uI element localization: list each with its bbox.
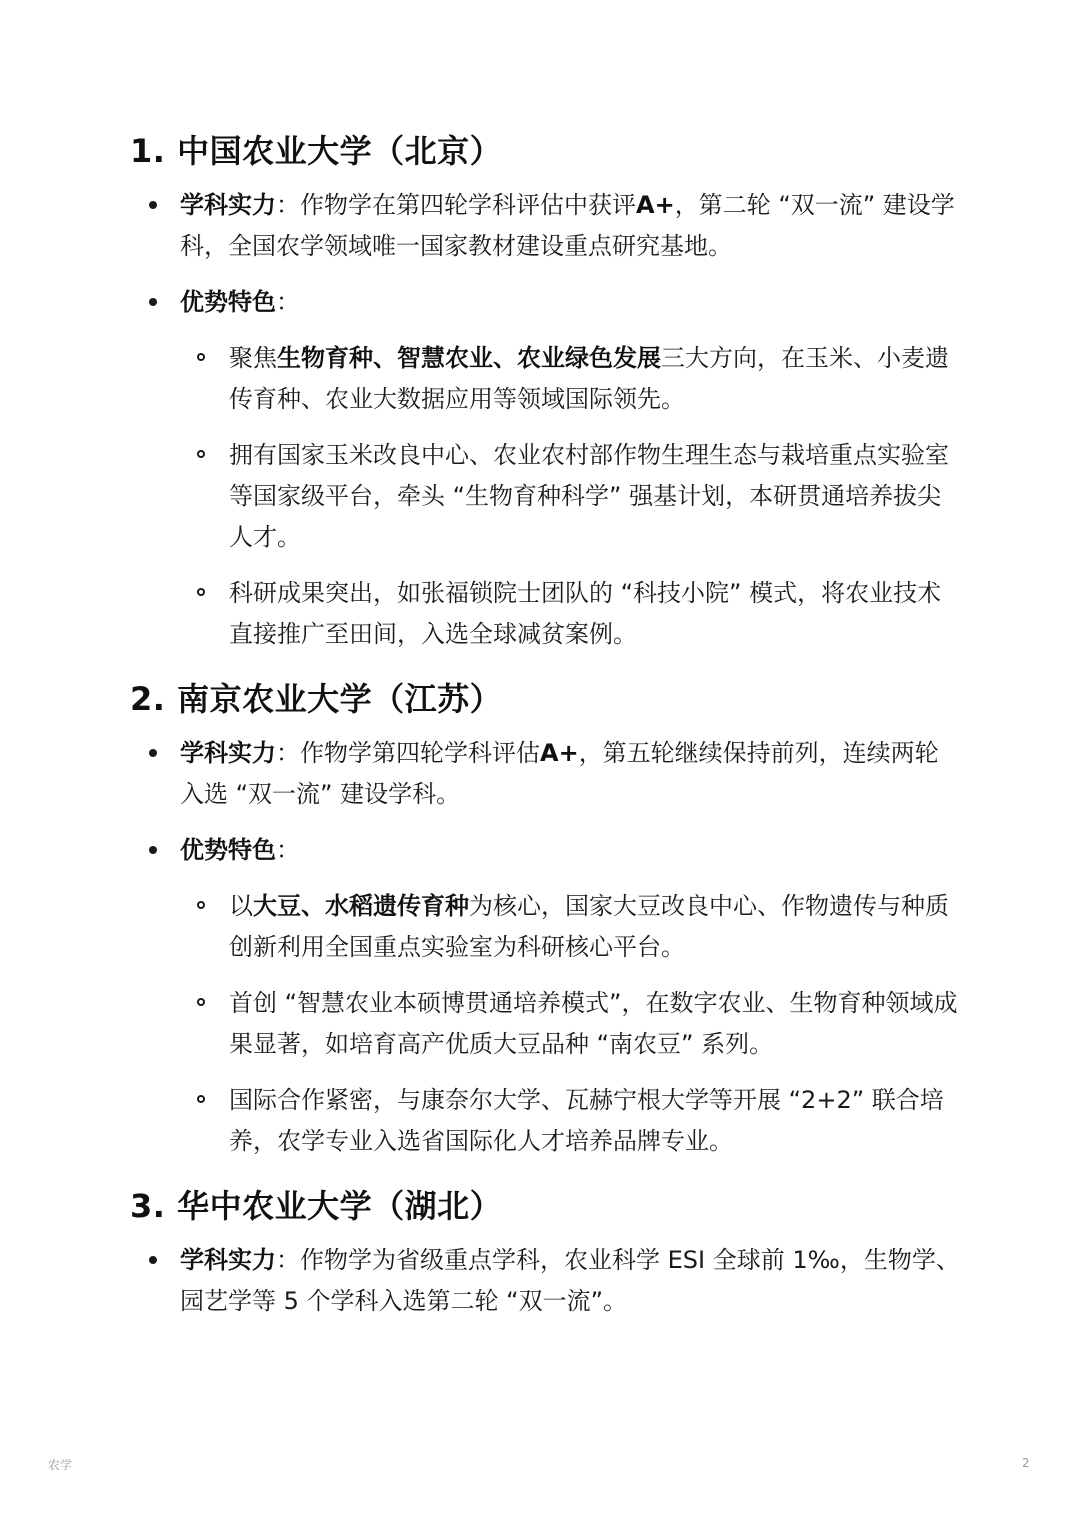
- feature-text-bold: 生物育种、智慧农业、农业绿色发展: [277, 344, 661, 372]
- feature-item: 科研成果突出，如张福锁院士团队的 “科技小院” 模式，将农业技术直接推广至田间，入选全球减贫案例。: [180, 573, 960, 655]
- strength-text-2: ，第二轮 “双一流” 建设学科，全国农学领域唯一国家教材建设重点研究基地。: [180, 191, 955, 260]
- section-1-list: [130, 185, 960, 655]
- feature-text-post: 三大方向，在玉米、小麦遗传育种、农业大数据应用等领域国际领先。: [229, 344, 949, 413]
- section-heading-1: 1. 中国农业大学（北京）: [130, 132, 503, 170]
- strength-item: [130, 185, 960, 267]
- features-colon: ：: [276, 836, 300, 864]
- strength-text-1: 作物学在第四轮学科评估中获评: [300, 191, 636, 219]
- strength-grade: A+: [540, 739, 579, 767]
- strength-item: [130, 733, 960, 815]
- section-2-list: [130, 733, 960, 1162]
- strength-text-2: ，第五轮继续保持前列，连续两轮入选 “双一流” 建设学科。: [180, 739, 939, 808]
- strength-label: 学科实力: [180, 191, 276, 219]
- strength-colon: ：: [276, 191, 300, 219]
- strength-colon: ：: [276, 739, 300, 767]
- features-item: [130, 282, 960, 655]
- strength-colon: ：: [276, 1246, 300, 1274]
- page-number: 2: [1022, 1456, 1030, 1470]
- features-label: 优势特色: [180, 288, 276, 316]
- footer-label: 农学: [48, 1458, 73, 1472]
- feature-item: [180, 338, 960, 420]
- features-item: [130, 830, 960, 1162]
- feature-item: [180, 886, 960, 968]
- strength-item: [130, 1240, 960, 1322]
- feature-text-pre: 以: [229, 892, 253, 920]
- document-content: [130, 125, 960, 1337]
- strength-label: 学科实力: [180, 739, 276, 767]
- feature-text-post: 为核心，国家大豆改良中心、作物遗传与种质创新利用全国重点实验室为科研核心平台。: [229, 892, 949, 961]
- section-heading-2: 2. 南京农业大学（江苏）: [130, 680, 503, 718]
- strength-label: 学科实力: [180, 1246, 276, 1274]
- strength-grade: A+: [636, 191, 675, 219]
- feature-text-pre: 聚焦: [229, 344, 277, 372]
- feature-text-bold: 大豆、水稻遗传育种: [253, 892, 469, 920]
- features-label: 优势特色: [180, 836, 276, 864]
- feature-item: 首创 “智慧农业本硕博贯通培养模式”，在数字农业、生物育种领域成果显著，如培育高产优质大豆品种 “南农豆” 系列。: [180, 983, 960, 1065]
- strength-text-1: 作物学第四轮学科评估: [300, 739, 540, 767]
- feature-item: 拥有国家玉米改良中心、农业农村部作物生理生态与栽培重点实验室等国家级平台，牵头 “生物育种科学” 强基计划，本研贯通培养拔尖人才。: [180, 435, 960, 558]
- feature-item: 国际合作紧密，与康奈尔大学、瓦赫宁根大学等开展 “2+2” 联合培养，农学专业入选省国际化人才培养品牌专业。: [180, 1080, 960, 1162]
- strength-text-1: 作物学为省级重点学科，农业科学 ESI 全球前 1‰，生物学、园艺学等 5 个学科入选第二轮 “双一流”。: [180, 1246, 960, 1315]
- features-list: [180, 886, 960, 1162]
- section-3-list: [130, 1240, 960, 1322]
- section-heading-3: 3. 华中农业大学（湖北）: [130, 1187, 503, 1225]
- features-colon: ：: [276, 288, 300, 316]
- features-list: [180, 338, 960, 655]
